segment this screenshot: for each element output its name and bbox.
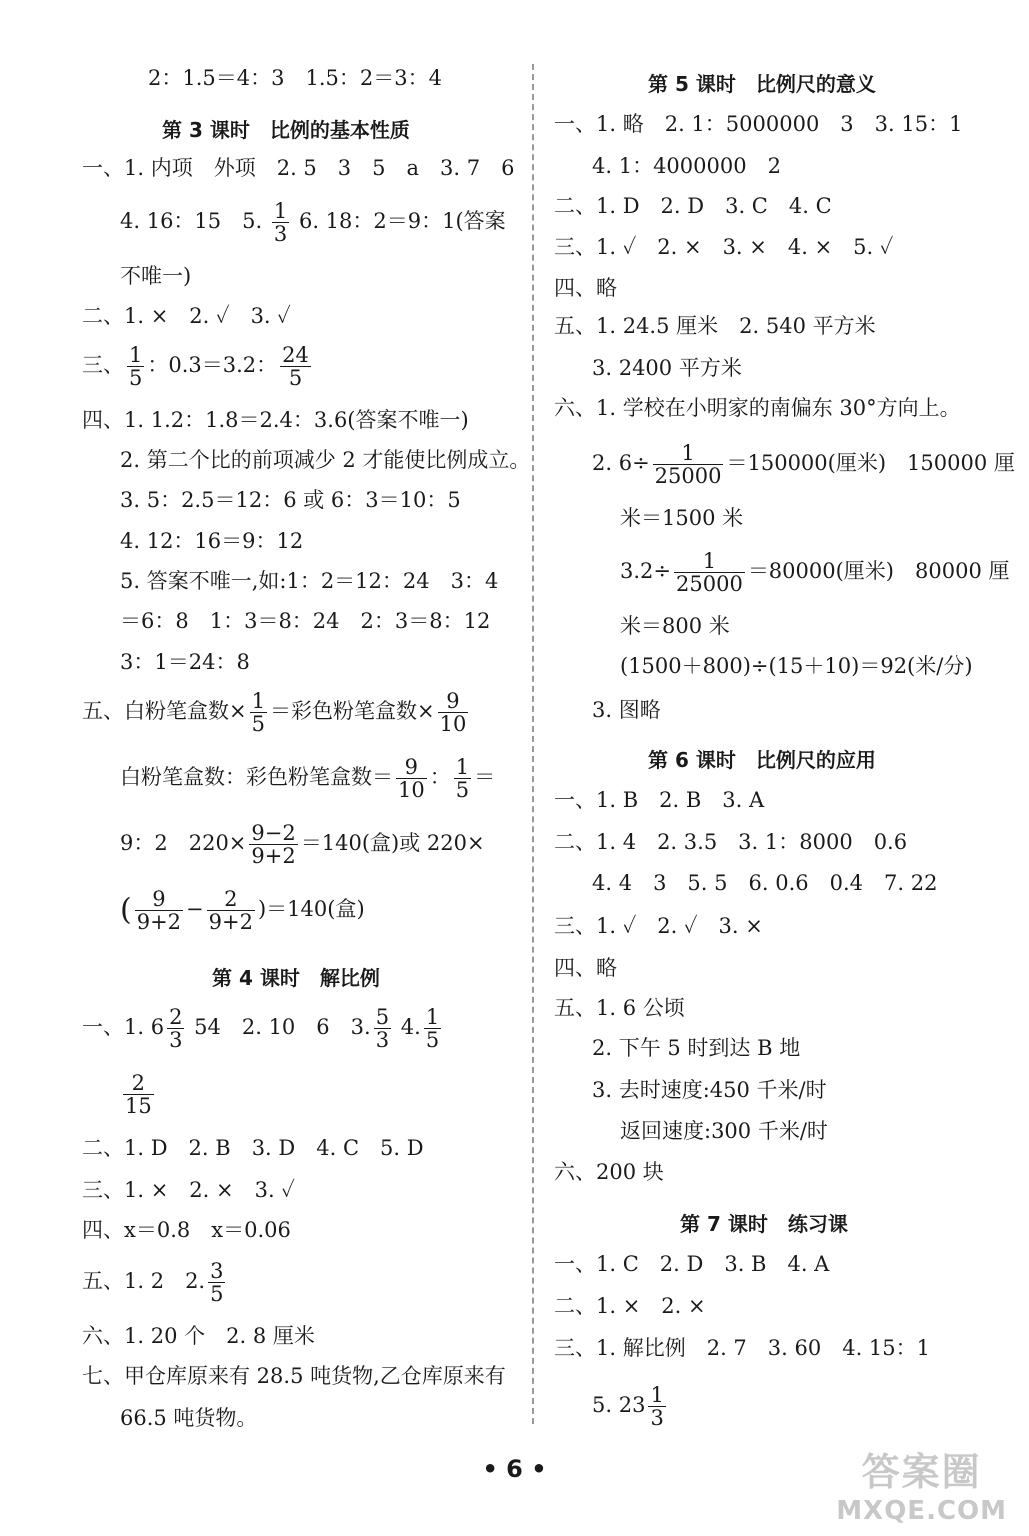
answer-line: 5. 答案不唯一,如:1：2＝12：24 3：4: [120, 569, 499, 593]
answer-line: 五、1. 24.5 厘米 2. 540 平方米: [554, 314, 876, 338]
answer-line: 3：1＝24：8: [120, 650, 250, 674]
page-number: • 6 •: [482, 1455, 547, 1483]
answer-line: 一、1. B 2. B 3. A: [554, 788, 765, 812]
fraction: $\frac{5}{3}$: [375, 1005, 390, 1053]
answer-line: 4. 12：16＝9：12: [120, 529, 304, 553]
answer-line: 三、1. 解比例 2. 7 3. 60 4. 15：1: [554, 1336, 931, 1360]
answer-line: 3. 图略: [592, 698, 661, 722]
answer-line: 不唯一): [120, 264, 192, 288]
answer-line: 二、1. D 2. B 3. D 4. C 5. D: [82, 1136, 424, 1160]
section-title-lesson-7: 第 7 课时 练习课: [680, 1212, 848, 1236]
answer-line: 七、甲仓库原来有 28.5 吨货物,乙仓库原来有: [82, 1364, 506, 1388]
answer-line: 米＝1500 米: [620, 506, 744, 530]
answer-line: 三、 $\frac{1}{5}$ ：0.3＝3.2： $\frac{24}{5}$: [82, 343, 309, 391]
answer-line: 一、1. 内项 外项 2. 5 3 5 a 3. 7 6: [82, 156, 515, 180]
fraction: $\frac{1}{3}$: [273, 199, 288, 247]
watermark-logo: 答案圈 MXQE.COM: [836, 1450, 1007, 1526]
answer-line: 六、1. 20 个 2. 8 厘米: [82, 1324, 315, 1348]
fraction: $\frac{2}{9+2}$: [208, 887, 253, 935]
answer-line: 四、1. 1.2：1.8＝2.4：3.6(答案不唯一): [82, 408, 469, 432]
answer-line: 米＝800 米: [620, 614, 730, 638]
fraction: $\frac{1}{5}$: [129, 343, 143, 391]
answer-line: 2. 下午 5 时到达 B 地: [592, 1036, 801, 1060]
fraction: $\frac{9}{9+2}$: [136, 887, 182, 935]
answer-line: 一、1. C 2. D 3. B 4. A: [554, 1252, 830, 1276]
fraction: $\frac{9-2}{9+2}$: [251, 821, 296, 869]
fraction: $\frac{1}{25000}$: [654, 441, 722, 489]
answer-line: 二、1. D 2. D 3. C 4. C: [554, 194, 832, 218]
section-title-lesson-6: 第 6 课时 比例尺的应用: [648, 748, 876, 772]
answer-line: 4. 4 3 5. 5 6. 0.6 0.4 7. 22: [592, 871, 938, 895]
answer-line: 六、1. 学校在小明家的南偏东 30°方向上。: [554, 396, 961, 420]
answer-line: 4. 16：15 5. $\frac{1}{3}$ 6. 18：2＝9：1(答案: [120, 199, 506, 247]
fraction: $\frac{1}{5}$: [251, 689, 265, 737]
fraction: $\frac{1}{5}$: [425, 1005, 440, 1053]
fraction: $\frac{24}{5}$: [282, 343, 309, 391]
answer-line: 四、略: [554, 276, 617, 300]
fraction: $\frac{9}{10}$: [439, 689, 467, 737]
answer-line: 五、白粉笔盒数× $\frac{1}{5}$ ＝彩色粉笔盒数× $\frac{9}{10}$: [82, 689, 467, 737]
answer-line: 2：1.5＝4：3 1.5：2＝3：4: [148, 66, 442, 90]
section-title-lesson-3: 第 3 课时 比例的基本性质: [162, 118, 410, 142]
answer-line: 五、1. 2 2. $\frac{3}{5}$: [82, 1259, 224, 1307]
answer-line: 一、1. 略 2. 1：5000000 3 3. 15：1: [554, 112, 963, 136]
answer-line: 3. 5：2.5＝12：6 或 6：3＝10：5: [120, 488, 461, 512]
answer-line: 二、1. × 2. ✓ 3. ✓: [82, 304, 291, 328]
answer-line: 白粉笔盒数：彩色粉笔盒数＝ $\frac{9}{10}$ ： $\frac{1}{5}$ ＝: [120, 755, 496, 803]
answer-line: 3. 去时速度:450 千米/时: [592, 1078, 827, 1102]
answer-line: 四、略: [554, 956, 617, 980]
answer-line: 3. 2400 平方米: [592, 356, 742, 380]
answer-line: 三、1. × 2. × 3. ✓: [82, 1178, 295, 1202]
answer-line: [120, 1072, 157, 1117]
answer-line: 3.2÷ $\frac{1}{25000}$ ＝80000(厘米) 80000 厘: [620, 549, 1010, 597]
answer-line: 二、1. × 2. ×: [554, 1294, 706, 1318]
answer-line: 9：2 220× $\frac{9-2}{9+2}$ ＝140(盒)或 220×: [120, 821, 485, 869]
answer-line: 一、1. 6 $\frac{2}{3}$ 54 2. 10 6 3. $\frac{5}{3}$ 4. $\frac{1}{5}$: [82, 1005, 440, 1053]
answer-line: 四、x＝0.8 x＝0.06: [82, 1218, 291, 1242]
answer-line: 4. 1：4000000 2: [592, 154, 781, 178]
answer-line: ＝6：8 1：3＝8：24 2：3＝8：12: [120, 609, 491, 633]
answer-line: 二、1. 4 2. 3.5 3. 1：8000 0.6: [554, 830, 908, 854]
fraction: $\frac{2}{3}$: [169, 1005, 183, 1053]
answer-line: 2. 6÷ $\frac{1}{25000}$ ＝150000(厘米) 150000 厘: [592, 441, 1015, 489]
answer-line: 5. 23 $\frac{1}{3}$: [592, 1383, 664, 1431]
section-title-lesson-4: 第 4 课时 解比例: [212, 966, 380, 990]
answer-line: 三、1. ✓ 2. × 3. × 4. × 5. ✓: [554, 235, 894, 259]
fraction: $\frac{1}{5}$: [455, 755, 470, 803]
fraction: $\frac{9}{10}$: [398, 755, 425, 803]
answer-line: ( $\frac{9}{9+2}$ − $\frac{2}{9+2}$ )＝140(盒): [120, 887, 365, 935]
column-divider: [532, 64, 534, 1424]
answer-line: 六、200 块: [554, 1160, 664, 1184]
answer-line: 66.5 吨货物。: [120, 1406, 258, 1430]
answer-line: (1500＋800)÷(15＋10)＝92(米/分): [620, 654, 973, 678]
fraction: $\frac{1}{3}$: [650, 1383, 664, 1431]
answer-line: 2. 第二个比的前项减少 2 才能使比例成立。: [120, 448, 531, 472]
fraction: $\frac{2}{15}$: [125, 1071, 152, 1119]
answer-line: 三、1. ✓ 2. ✓ 3. ×: [554, 914, 763, 938]
answer-line: 返回速度:300 千米/时: [620, 1119, 828, 1143]
section-title-lesson-5: 第 5 课时 比例尺的意义: [648, 72, 876, 96]
fraction: $\frac{1}{25000}$: [676, 549, 743, 597]
fraction: $\frac{3}{5}$: [210, 1259, 224, 1307]
answer-line: 五、1. 6 公顷: [554, 996, 685, 1020]
